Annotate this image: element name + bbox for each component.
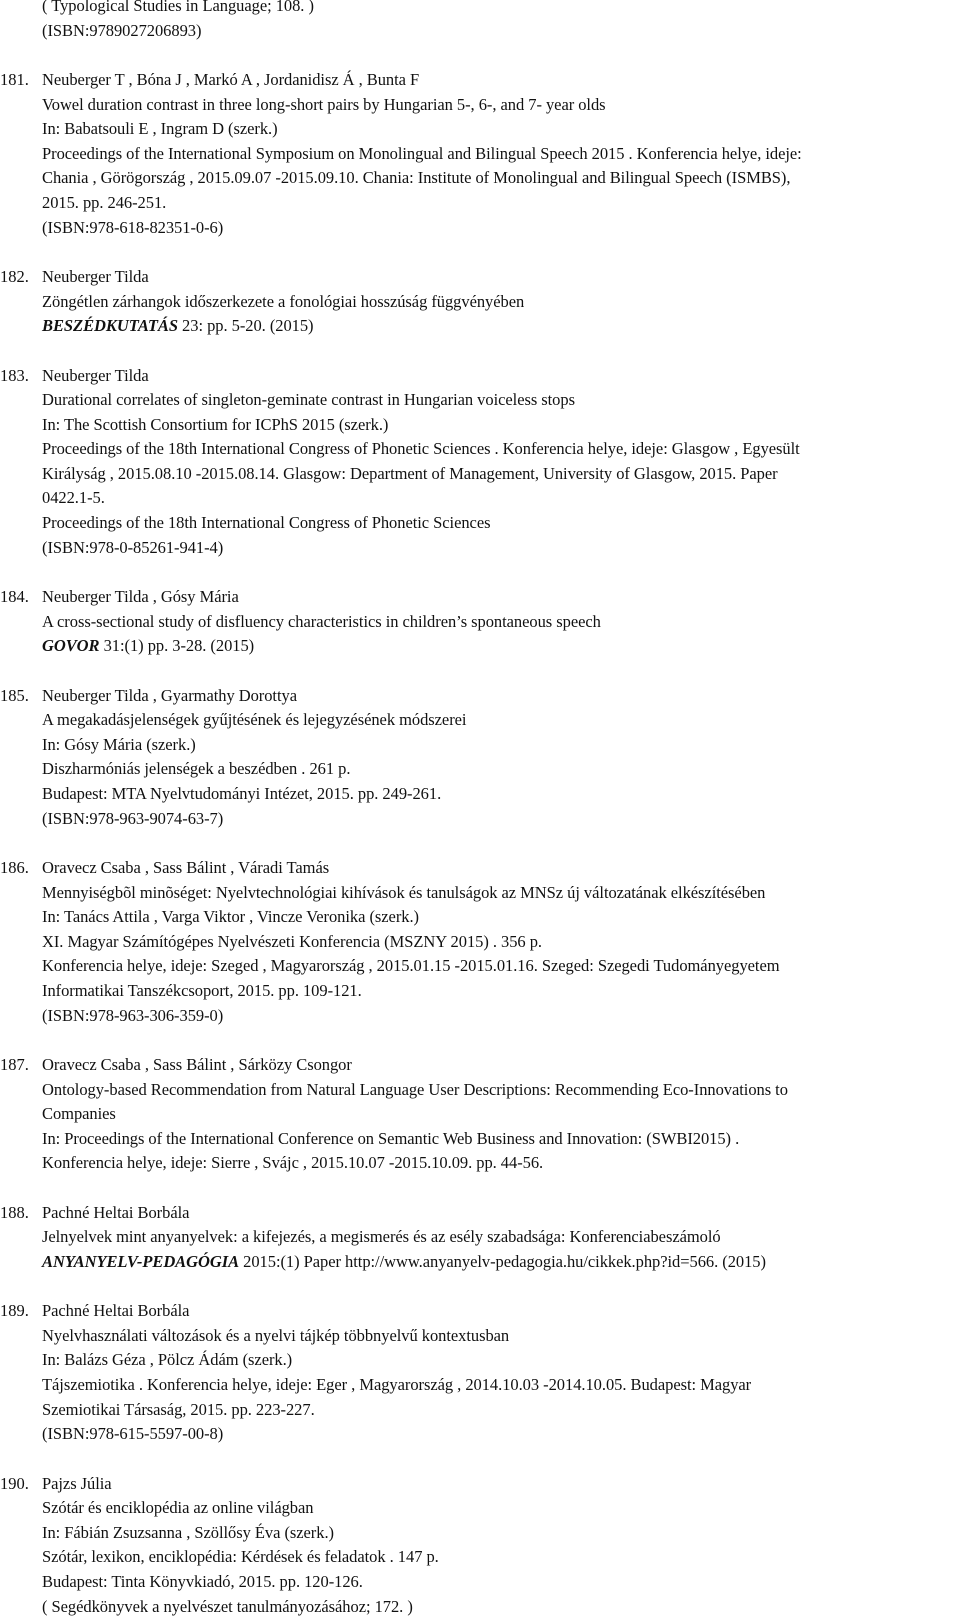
entry-body: [0, 1053, 940, 1176]
publication-entry: [0, 265, 940, 339]
entry-number: 185.: [0, 685, 29, 705]
entry-detail-line: ( Segédkönyvek a nyelvészet tanulmányozásához; 172. ): [42, 1596, 413, 1616]
entry-detail-line: (ISBN:978-618-82351-0-6): [42, 217, 224, 237]
entry-authors: Neuberger Tilda , Gyarmathy Dorottya: [42, 685, 297, 705]
entry-detail-line: In: Gósy Mária (szerk.): [42, 734, 196, 754]
series-line: ( Typological Studies in Language; 108. ): [42, 0, 314, 15]
entry-authors: Pachné Heltai Borbála: [42, 1301, 190, 1321]
entry-detail-line: In: Babatsouli E , Ingram D (szerk.): [42, 119, 278, 139]
entry-detail-line: In: Tanács Attila , Varga Viktor , Vincze Veronika (szerk.): [42, 907, 419, 927]
entry-authors: Oravecz Csaba , Sass Bálint , Váradi Tamás: [42, 858, 330, 877]
journal-citation: 23: pp. 5-20. (2015): [177, 316, 314, 336]
entry-body: [0, 68, 940, 240]
entry-detail-line: Proceedings of the 18th International Congress of Phonetic Sciences: [42, 513, 491, 533]
publication-entry: [0, 68, 940, 240]
entry-journal-line: [0, 1250, 940, 1275]
entry-detail-line: (ISBN:978-963-9074-63-7): [42, 808, 224, 828]
entry-title: Jelnyelvek mint anyanyelvek: a kifejezés, a megismerés és az esély szabadsága: Konferenciabeszámoló: [42, 1227, 721, 1247]
entry-number: 184.: [0, 587, 29, 607]
entry-detail-line: 2015. pp. 246-251.: [42, 192, 167, 212]
entry-body: [0, 1472, 940, 1619]
entry-title: Szótár és enciklopédia az online világban: [42, 1498, 314, 1518]
entry-journal-line: [0, 314, 940, 339]
journal-name: GOVOR: [42, 636, 100, 656]
entry-detail-line: In: Proceedings of the International Conference on Semantic Web Business and Innovation: (SWBI2015) .: [42, 1128, 740, 1148]
journal-citation: 31:(1) pp. 3-28. (2015): [99, 636, 255, 656]
continuation-block: [0, 0, 940, 43]
entry-number: 188.: [0, 1202, 29, 1222]
entry-detail-line: (ISBN:978-0-85261-941-4): [42, 537, 224, 557]
publication-entry: [0, 1201, 940, 1275]
entry-body: [0, 364, 940, 561]
entry-title: A megakadásjelenségek gyűjtésének és lejegyzésének módszerei: [42, 710, 467, 730]
entry-detail-line: Budapest: Tinta Könyvkiadó, 2015. pp. 120-126.: [42, 1572, 363, 1592]
entry-body: [0, 856, 940, 1028]
publication-entry: [0, 684, 940, 832]
journal-name: BESZÉDKUTATÁS: [42, 316, 178, 336]
entry-number: 187.: [0, 1054, 29, 1074]
entry-title: Nyelvhasználati változások és a nyelvi tájkép többnyelvű kontextusban: [42, 1325, 510, 1345]
entry-title: A cross-sectional study of disfluency characteristics in children’s spontaneous speech: [42, 611, 601, 631]
entry-detail-line: Chania , Görögország , 2015.09.07 -2015.09.10. Chania: Institute of Monolingual and Bilingual Speech (ISMBS),: [42, 168, 791, 188]
publication-entry: [0, 856, 940, 1028]
entry-title: Ontology-based Recommendation from Natural Language User Descriptions: Recommending Eco-Innovations to: [42, 1079, 788, 1099]
entry-authors: Neuberger Tilda , Gósy Mária: [42, 587, 239, 607]
entry-body: [0, 684, 940, 832]
entry-authors: Pachné Heltai Borbála: [42, 1202, 190, 1222]
entry-authors: Neuberger Tilda: [42, 365, 149, 385]
entry-authors: Neuberger T , Bóna J , Markó A , Jordanidisz Á , Bunta F: [42, 69, 420, 89]
entry-authors: Pajzs Júlia: [42, 1473, 112, 1493]
entry-detail-line: Budapest: MTA Nyelvtudományi Intézet, 2015. pp. 249-261.: [42, 784, 442, 804]
entry-number: 183.: [0, 365, 29, 385]
entry-detail-line: In: The Scottish Consortium for ICPhS 2015 (szerk.): [42, 414, 389, 434]
entry-detail-line: (ISBN:978-963-306-359-0): [42, 1005, 224, 1025]
entry-title: Mennyiségbõl minõséget: Nyelvtechnológiai kihívások és tanulságok az MNSz új változatának elkészítésében: [42, 882, 766, 902]
entry-body: [0, 585, 940, 659]
entry-detail-line: Diszharmóniás jelenségek a beszédben . 261 p.: [42, 759, 351, 779]
entry-number: 189.: [0, 1301, 29, 1321]
isbn-line: (ISBN:9789027206893): [42, 20, 202, 40]
entry-detail-line: Informatikai Tanszékcsoport, 2015. pp. 109-121.: [42, 980, 362, 1000]
entry-journal-line: [0, 634, 940, 659]
publication-entry: [0, 1472, 940, 1619]
entry-detail-line: (ISBN:978-615-5597-00-8): [42, 1424, 224, 1444]
entry-number: 186.: [0, 858, 29, 877]
entry-detail-line: Konferencia helye, ideje: Szeged , Magyarország , 2015.01.15 -2015.01.16. Szeged: Szegedi Tudományegyetem: [42, 956, 780, 976]
publication-entry: [0, 585, 940, 659]
entry-authors: Neuberger Tilda: [42, 266, 149, 286]
entry-title: Vowel duration contrast in three long-short pairs by Hungarian 5-, 6-, and 7- year olds: [42, 94, 606, 114]
entry-detail-line: Szemiotikai Társaság, 2015. pp. 223-227.: [42, 1399, 315, 1419]
entry-detail-line: XI. Magyar Számítógépes Nyelvészeti Konferencia (MSZNY 2015) . 356 p.: [42, 931, 542, 951]
entry-body: [0, 265, 940, 339]
entry-detail-line: Királyság , 2015.08.10 -2015.08.14. Glasgow: Department of Management, University of Glasgow, 2015. Paper: [42, 463, 778, 483]
entry-detail-line: Companies: [42, 1104, 116, 1124]
entry-title: Zöngétlen zárhangok időszerkezete a fonológiai hosszúság függvényében: [42, 291, 525, 311]
entry-title: Durational correlates of singleton-geminate contrast in Hungarian voiceless stops: [42, 390, 575, 410]
entry-body: [0, 1299, 940, 1447]
entry-detail-line: 0422.1-5.: [42, 488, 105, 508]
journal-name: ANYANYELV-PEDAGÓGIA: [42, 1251, 240, 1271]
publication-entry: [0, 364, 940, 561]
entry-body: [0, 1201, 940, 1275]
entry-detail-line: In: Balázs Géza , Pölcz Ádám (szerk.): [42, 1350, 293, 1370]
publication-entry: [0, 1053, 940, 1176]
entry-number: 182.: [0, 266, 29, 286]
entry-detail-line: In: Fábián Zsuzsanna , Szöllősy Éva (szerk.): [42, 1522, 334, 1542]
entry-detail-line: Proceedings of the International Symposium on Monolingual and Bilingual Speech 2015 . Konferencia helye, ideje:: [42, 143, 802, 163]
entry-detail-line: Proceedings of the 18th International Congress of Phonetic Sciences . Konferencia helye, ideje: Glasgow , Egyesült: [42, 439, 800, 459]
publication-list: [0, 68, 940, 1619]
entry-number: 190.: [0, 1473, 29, 1493]
journal-citation: 2015:(1) Paper http://www.anyanyelv-pedagogia.hu/cikkek.php?id=566. (2015): [239, 1251, 766, 1271]
publication-entry: [0, 1299, 940, 1447]
entry-detail-line: Szótár, lexikon, enciklopédia: Kérdések és feladatok . 147 p.: [42, 1547, 439, 1567]
entry-number: 181.: [0, 69, 29, 89]
entry-authors: Oravecz Csaba , Sass Bálint , Sárközy Csongor: [42, 1054, 352, 1074]
entry-detail-line: Konferencia helye, ideje: Sierre , Svájc , 2015.10.07 -2015.10.09. pp. 44-56.: [42, 1153, 544, 1173]
entry-detail-line: Tájszemiotika . Konferencia helye, ideje: Eger , Magyarország , 2014.10.03 -2014.10.05. Budapest: Magyar: [42, 1375, 752, 1395]
